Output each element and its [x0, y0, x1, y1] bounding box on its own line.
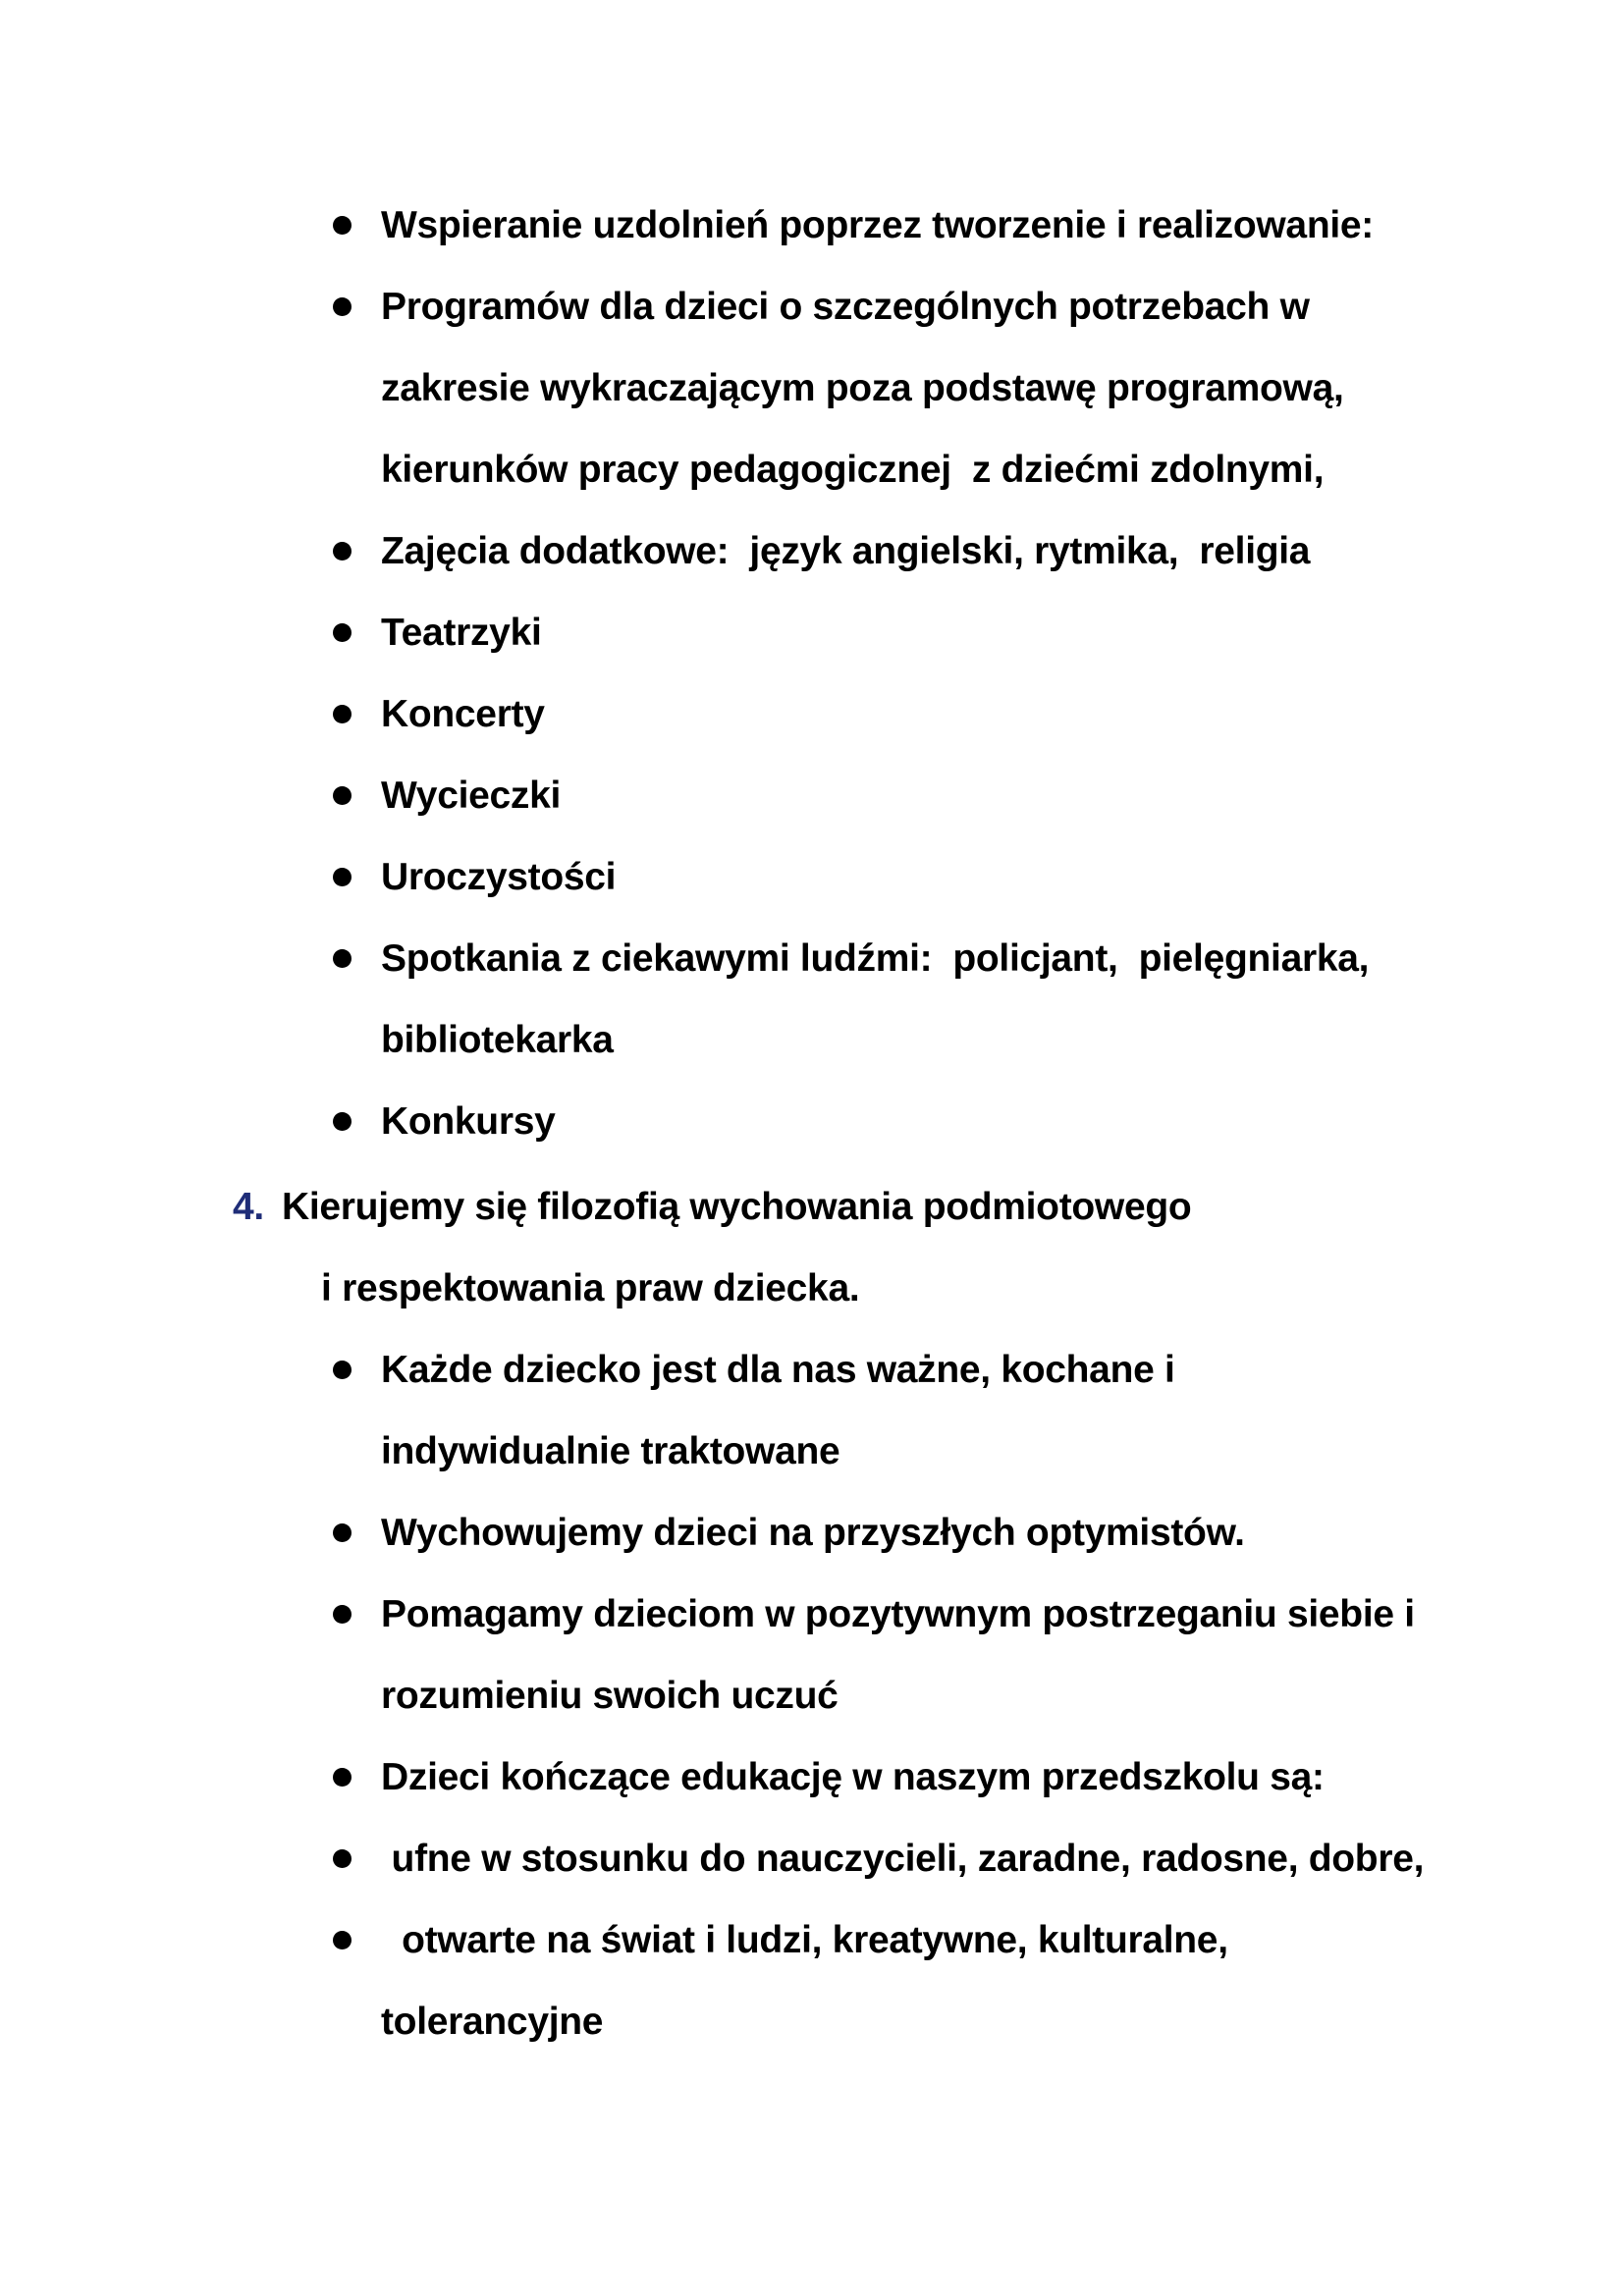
bullet-text-line: zakresie wykraczającym poza podstawę programową,: [381, 367, 1344, 409]
bullet-dot: [333, 949, 352, 968]
bullet-text-line: Programów dla dzieci o szczególnych potrzebach w: [381, 286, 1310, 328]
bullet-text-line: Spotkania z ciekawymi ludźmi: policjant, pielęgniarka,: [381, 937, 1370, 980]
bullet-text-line: Wychowujemy dzieci na przyszłych optymistów.: [381, 1512, 1245, 1554]
section-4-line-1: Kierujemy się filozofią wychowania podmiotowego: [282, 1186, 1192, 1228]
bullet-text-line: ufne w stosunku do nauczycieli, zaradne, radosne, dobre,: [381, 1838, 1425, 1880]
bullet-dot: [333, 1523, 352, 1542]
bullet-text-line: rozumieniu swoich uczuć: [381, 1675, 839, 1717]
bullet-dot: [333, 623, 352, 642]
bullet-dot: [333, 542, 352, 561]
bullet-text-line: Każde dziecko jest dla nas ważne, kochane i: [381, 1349, 1175, 1391]
bullet-dot: [333, 1931, 352, 1949]
bullet-dot: [333, 1361, 352, 1379]
bullet-dot: [333, 1768, 352, 1787]
section-number: 4.: [233, 1186, 264, 1228]
bullet-text-line: indywidualnie traktowane: [381, 1430, 840, 1472]
bullet-dot: [333, 868, 352, 886]
bullet-text-line: Pomagamy dzieciom w pozytywnym postrzeganiu siebie i: [381, 1593, 1415, 1635]
bullet-dot: [333, 1605, 352, 1624]
bullet-text-line: Dzieci kończące edukację w naszym przedszkolu są:: [381, 1756, 1325, 1798]
bullet-text-line: Zajęcia dodatkowe: język angielski, rytmika, religia: [381, 530, 1311, 572]
bullet-text-line: Koncerty: [381, 693, 545, 735]
bullet-dot: [333, 786, 352, 805]
bullet-text-line: Teatrzyki: [381, 612, 542, 654]
bullet-text-line: Uroczystości: [381, 856, 617, 898]
bullet-dot: [333, 216, 352, 235]
bullet-text-line: Konkursy: [381, 1100, 556, 1143]
section-4-line-2: i respektowania praw dziecka.: [321, 1267, 860, 1309]
bullet-dot: [333, 1849, 352, 1868]
bullet-dot: [333, 297, 352, 316]
bullet-dot: [333, 1112, 352, 1131]
bullet-text-line: kierunków pracy pedagogicznej z dziećmi zdolnymi,: [381, 449, 1325, 491]
bullet-text-line: tolerancyjne: [381, 2001, 604, 2043]
bullet-text-line: Wycieczki: [381, 774, 562, 817]
bullet-text-line: otwarte na świat i ludzi, kreatywne, kulturalne,: [381, 1919, 1228, 1961]
bullet-text-line: bibliotekarka: [381, 1019, 614, 1061]
bullet-dot: [333, 705, 352, 723]
bullet-text-line: Wspieranie uzdolnień poprzez tworzenie i realizowanie:: [381, 204, 1374, 246]
section-4-heading: [233, 1166, 1509, 1248]
